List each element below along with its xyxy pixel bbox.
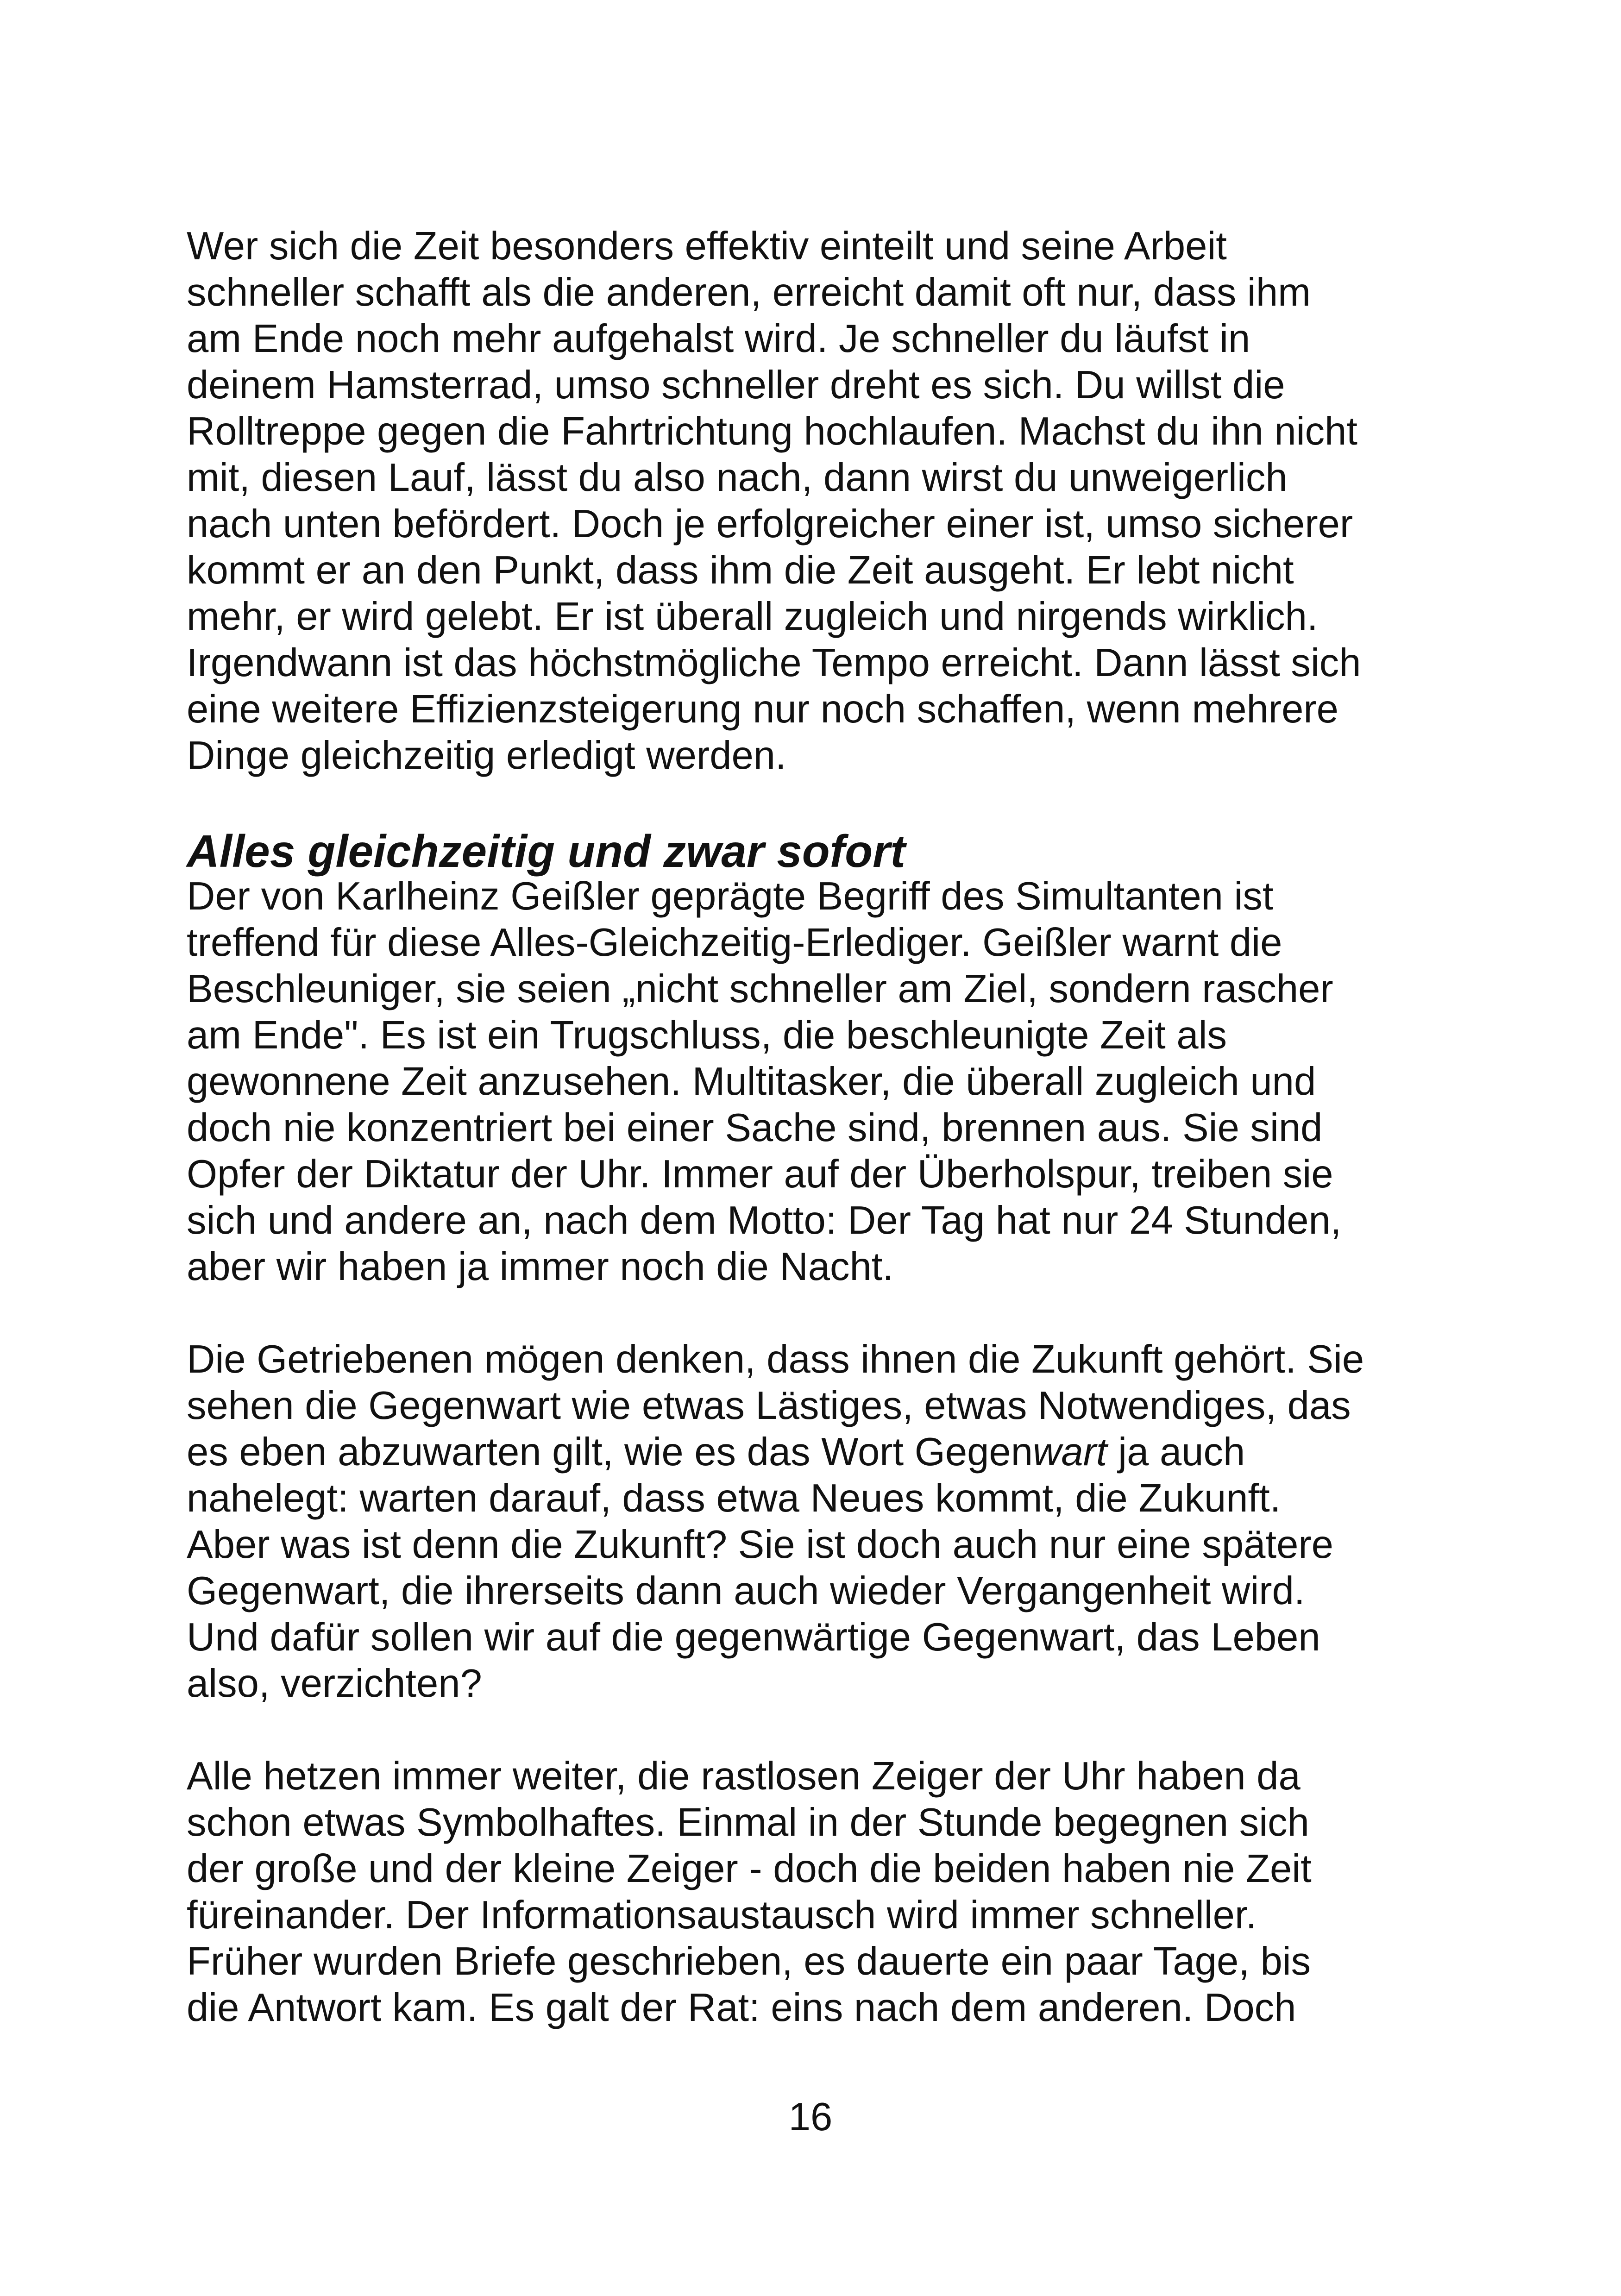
text-line: deinem Hamsterrad, umso schneller dreht es sich. Du willst die	[187, 363, 1285, 407]
text-line: sehen die Gegenwart wie etwas Lästiges, etwas Notwendiges, das	[187, 1384, 1351, 1428]
text-line: Wer sich die Zeit besonders effektiv einteilt und seine Arbeit	[187, 224, 1227, 268]
text-line: Dinge gleichzeitig erledigt werden.	[187, 734, 786, 778]
text-line: füreinander. Der Informationsaustausch wird immer schneller.	[187, 1893, 1257, 1937]
paragraph-gegenwart	[187, 1336, 1465, 1707]
text-line: am Ende". Es ist ein Trugschluss, die beschleunigte Zeit als	[187, 1013, 1227, 1057]
paragraph-spacer	[187, 779, 1465, 825]
text-line: Die Getriebenen mögen denken, dass ihnen die Zukunft gehört. Sie	[187, 1337, 1364, 1381]
text-line: Beschleuniger, sie seien „nicht schneller am Ziel, sondern rascher	[187, 967, 1333, 1011]
text-line: Rolltreppe gegen die Fahrtrichtung hochlaufen. Machst du ihn nicht	[187, 409, 1357, 453]
text-line: nach unten befördert. Doch je erfolgreicher einer ist, umso sicherer	[187, 502, 1353, 546]
text-line: Irgendwann ist das höchstmögliche Tempo erreicht. Dann lässt sich	[187, 641, 1361, 685]
page-content	[187, 223, 1465, 2031]
text-segment: es eben abzuwarten gilt, wie es das Wort Gegen	[187, 1430, 1033, 1474]
text-line	[187, 1429, 1465, 1475]
paragraph-spacer	[187, 1290, 1465, 1336]
text-line: doch nie konzentriert bei einer Sache sind, brennen aus. Sie sind	[187, 1106, 1323, 1150]
text-line: mehr, er wird gelebt. Er ist überall zugleich und nirgends wirklich.	[187, 595, 1318, 639]
emphasized-text: wart	[1032, 1430, 1107, 1474]
text-line: Der von Karlheinz Geißler geprägte Begriff des Simultanten ist	[187, 874, 1274, 918]
text-line: sich und andere an, nach dem Motto: Der Tag hat nur 24 Stunden,	[187, 1198, 1342, 1242]
text-line: aber wir haben ja immer noch die Nacht.	[187, 1245, 894, 1289]
text-line: Früher wurden Briefe geschrieben, es dauerte ein paar Tage, bis	[187, 1939, 1311, 1983]
paragraph-simultanten	[187, 873, 1465, 1290]
text-line: nahelegt: warten darauf, dass etwa Neues kommt, die Zukunft.	[187, 1476, 1281, 1520]
text-line: Aber was ist denn die Zukunft? Sie ist doch auch nur eine spätere	[187, 1523, 1333, 1567]
text-segment: ja auch	[1107, 1430, 1245, 1474]
page-number: 16	[788, 2095, 833, 2139]
text-line: kommt er an den Punkt, dass ihm die Zeit ausgeht. Er lebt nicht	[187, 548, 1294, 592]
text-line: Gegenwart, die ihrerseits dann auch wieder Vergangenheit wird.	[187, 1569, 1305, 1613]
text-line: also, verzichten?	[187, 1662, 482, 1706]
text-line: die Antwort kam. Es galt der Rat: eins nach dem anderen. Doch	[187, 1986, 1296, 2030]
text-line: am Ende noch mehr aufgehalst wird. Je schneller du läufst in	[187, 317, 1250, 361]
paragraph-intro	[187, 223, 1465, 779]
text-line: der große und der kleine Zeiger - doch die beiden haben nie Zeit	[187, 1847, 1312, 1891]
paragraph-zeiger	[187, 1753, 1465, 2031]
text-line: Opfer der Diktatur der Uhr. Immer auf der Überholspur, treiben sie	[187, 1152, 1333, 1196]
text-line: Alle hetzen immer weiter, die rastlosen Zeiger der Uhr haben da	[187, 1754, 1301, 1798]
text-line: treffend für diese Alles-Gleichzeitig-Erlediger. Geißler warnt die	[187, 921, 1282, 965]
text-line: eine weitere Effizienzsteigerung nur noch schaffen, wenn mehrere	[187, 687, 1338, 731]
paragraph-spacer	[187, 1707, 1465, 1753]
text-line: mit, diesen Lauf, lässt du also nach, dann wirst du unweigerlich	[187, 456, 1288, 500]
text-line: schneller schafft als die anderen, erreicht damit oft nur, dass ihm	[187, 270, 1311, 314]
section-heading: Alles gleichzeitig und zwar sofort	[187, 826, 905, 877]
text-line: schon etwas Symbolhaftes. Einmal in der Stunde begegnen sich	[187, 1800, 1309, 1844]
text-line: Und dafür sollen wir auf die gegenwärtige Gegenwart, das Leben	[187, 1615, 1320, 1659]
text-line: gewonnene Zeit anzusehen. Multitasker, die überall zugleich und	[187, 1060, 1316, 1104]
